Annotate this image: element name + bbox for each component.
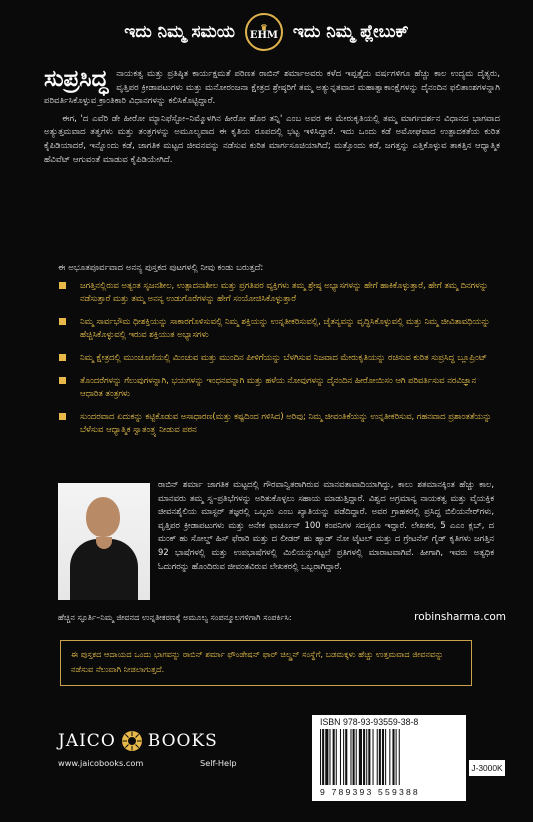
ehm-logo bbox=[245, 13, 283, 51]
list-item-text: ಸುಂದರವಾದ ಏದುಕನ್ನು ಕಟ್ಟಿಕೊಡುವ ಅಸಾಧಾರಣ(ಮತ್ತು ಕಷ್ಟದಿಂದ ಗಳಿಸಿದ) ಅರಿವು; ನಿಮ್ಮ ಜೀವಂತಿಕೆಯನ್ನು ಉನ್ನತೀಕರಿಸುವ, ಗಹನವಾದ ಪ್ರಶಾಂತತೆಯನ್ನು ಬೆಳೆಸುವ ಆಧ್ಯಾತ್ಮಿಕ ಸ್ವಾತಂತ್ರ್ಯ ನೀಡುವ ಪಠನ bbox=[80, 411, 492, 434]
publisher-logo bbox=[58, 730, 218, 752]
list-item-text: ಜಗತ್ತಿನಲ್ಲಿರುವ ಅತ್ಯಂತ ಸೃಜನಶೀಲ, ಉತ್ಪಾದನಾಶೀಲ ಮತ್ತು ಪ್ರಗತಿಪರ ವ್ಯಕ್ತಿಗಳು ತಮ್ಮ ಶ್ರೇಷ್ಠ ಅಭ್ಯಾಸಗಳನ್ನು ಹೇಗೆ ಹಾಕಿಕೊಳ್ಳುತ್ತಾರೆ, ಹೇಗೆ ತಮ್ಮ ದಿನಗಳನ್ನು ನಡೆಸುತ್ತಾರೆ ಮತ್ತು ತಮ್ಮ ಅನನ್ಯ ಉಡುಗೊರೆಗಳನ್ನು ಹೇಗೆ ಸಂಯೋಜಿಸಿಕೊಳ್ಳುತ್ತಾರೆ bbox=[80, 280, 489, 303]
author-photo bbox=[58, 483, 150, 600]
barcode bbox=[312, 715, 466, 801]
feature-list bbox=[58, 279, 494, 446]
list-heading: ಈ ಅಭೂತಪೂರ್ವವಾದ ಅನನ್ಯ ಪುಸ್ತಕದ ಪುಟಗಳಲ್ಲಿ ನೀವು ಕಂಡು ಬರುತ್ತದೆ: bbox=[58, 263, 264, 273]
intro-section bbox=[44, 68, 500, 167]
foundation-note-box bbox=[60, 640, 472, 686]
publisher-name-right: BOOKS bbox=[147, 731, 218, 751]
intro-dropcap: ಸುಪ್ರಸಿದ್ಧ bbox=[44, 66, 109, 92]
bullet-square-icon bbox=[59, 413, 66, 420]
price-code: J-3000K bbox=[469, 760, 505, 776]
ehm-logo-text: EHM bbox=[249, 30, 278, 41]
list-item-text: ತೊಂದರೆಗಳನ್ನು ಗೆಲುವುಗಳನ್ನಾಗಿ, ಭಯಗಳನ್ನು ಇಂಧನವನ್ನಾಗಿ ಮತ್ತು ಹಳೆಯ ನೋವುಗಳನ್ನು ದೈನಂದಿನ ಹೀರೋಯಿಸಂ ಆಗಿ ಪರಿವರ್ತಿಸುವ ನರವಿಜ್ಞಾನ ಆಧಾರಿತ ತಂತ್ರಗಳು bbox=[80, 375, 477, 398]
list-item bbox=[58, 351, 494, 364]
list-item bbox=[58, 374, 494, 400]
bullet-square-icon bbox=[59, 282, 66, 289]
website-link[interactable]: robinsharma.com bbox=[414, 611, 506, 623]
bullet-square-icon bbox=[59, 377, 66, 384]
header-right-text: ಇದು ನಿಮ್ಮ ಪ್ಲೇಬುಕ್ bbox=[292, 22, 409, 42]
crown-icon: ♛ bbox=[260, 22, 268, 32]
publisher-name-left: JAICO bbox=[58, 731, 116, 751]
list-item-text: ನಿಮ್ಮ ಸಾರ್ವಭೌಮ ಧೀಶಕ್ತಿಯನ್ನು ಸಾಕಾರಗೊಳಿಸುವಲ್ಲಿ ನಿಮ್ಮ ಶಕ್ತಿಯನ್ನು ಉನ್ನತೀಕರಿಸುವಲ್ಲಿ, ಚೈತನ್ಯವನ್ನು ವೃದ್ಧಿಸಿಕೊಳ್ಳುವಲ್ಲಿ ಮತ್ತು ನಿಮ್ಮ ಜೀವಿತಾವಧಿಯನ್ನು ಹೆಚ್ಚಿಸಿಕೊಳ್ಳುವಲ್ಲಿ ಇರುವ ಶಕ್ತಿಯುತ ಅಭ್ಯಾಸಗಳು bbox=[80, 316, 490, 339]
book-category: Self-Help bbox=[200, 758, 237, 768]
intro-paragraph-1: ನಾಯಕತ್ವ ಮತ್ತು ಪ್ರತಿಷ್ಠಿತ ಕಾರ್ಯಕ್ಷಮತೆ ಪರಿಣತ ರಾಬಿನ್ ಶರ್ಮಾಅವರು ಕಳೆದ ಇಪ್ಪತ್ತೈದು ವರ್ಷಗಳಿಗೂ ಹೆಚ್ಚು ಕಾಲ ಉದ್ಯಮ ದೈತ್ಯರು, ವೃತ್ತಿಪರ ಕ್ರೀಡಾಪಟುಗಳು ಮತ್ತು ಮನೋರಂಜನಾ ಕ್ಷೇತ್ರದ ಶ್ರೇಷ್ಠರಿಗೆ ತಮ್ಮ ಅತ್ಯುನ್ನತವಾದ ಮಹಾತ್ವಾಕಾಂಕ್ಷೆಗಳನ್ನು ದೈನಂದಿನ ಫಲಿತಾಂಶಗಳನ್ನಾಗಿ ಪರಿವರ್ತಿಸಿಕೊಳ್ಳುವ ಕ್ರಾಂತಿಕಾರಿ ವಿಧಾನಗಳನ್ನು ಕಲಿಸಿಕೊಟ್ಟಿದ್ದಾರೆ. bbox=[44, 69, 500, 107]
contact-text: ಹೆಚ್ಚಿನ ಸ್ಫೂರ್ತಿ–ನಿಮ್ಮ ಜೀವನದ ಉನ್ನತೀಕರಣಕ್ಕೆ ಅಮೂಲ್ಯ ಸಂಪನ್ಮೂಲಗಳಿಗಾಗಿ ಸಂಪರ್ಕಿಸಿ: bbox=[58, 612, 292, 622]
header-left-text: ಇದು ನಿಮ್ಮ ಸಮಯ bbox=[124, 22, 235, 42]
barcode-bars bbox=[320, 729, 458, 785]
intro-paragraph-2: ಈಗ, 'ದ ಎವೆರಿ ಡೇ ಹೀರೋ ಮ್ಯಾನಿಫೆಸ್ಟೋ–ನಿಮ್ಮೊಳಗಿನ ಹೀರೋ ಹೊರ ತನ್ನಿ' ಎಂಬ ಅವರ ಈ ಮೇರುಕೃತಿಯಲ್ಲಿ ತಮ್ಮ ಮಾರ್ಗದರ್ಶನ ವಿಧಾನದ ಭಾಗವಾದ ಅತ್ಯುತ್ತಮವಾದ ತತ್ವಗಳು ಮತ್ತು ತಂತ್ರಗಳನ್ನು ಅಮೂಲ್ಯವಾದ ಈ ಕೃತಿಯ ರೂಪದಲ್ಲಿ ಭಟ್ಟ ಇಳಿಸಿದ್ದಾರೆ. ಇದು ಒಂದು ಕಡೆ ಅಮೋಘವಾದ ಉತ್ಪಾದಕತೆಯ ಕುರಿತ ಕೈಪಿಡಿಯಾದರೆ, ಇನ್ನೊಂದು ಕಡೆ, ಜಾಗತಿಕ ಮಟ್ಟದ ಜೀವನವನ್ನು ನಡೆಸುವ ಕುರಿತ ಮಾರ್ಗಸೂಚಿಯಾಗಿದೆ; ಮತ್ತೊಂದು ಕಡೆ, ಜಗತ್ತನ್ನು ಎತ್ತಿಕೊಳ್ಳುವ ತಾಕತ್ತಿನ ಆಧ್ಯಾತ್ಮಿಕ ಹೆವಿವೆಟ್ ಆಗುವಂತೆ ಮಾಡುವ ಕೈಪಿಡಿಯೇಗಿದೆ. bbox=[44, 113, 500, 165]
list-item bbox=[58, 279, 494, 305]
foundation-note: ಈ ಪುಸ್ತಕದ ಆದಾಯದ ಒಂದು ಭಾಗವನ್ನು ರಾಬಿನ್ ಶರ್ಮಾ ಫೌಂಡೇಷನ್ ಫಾರ್ ಚಿಲ್ಡ್ರನ್ ಸಂಸ್ಥೆಗೆ, ಬಡಮಕ್ಕಳು ಹೆಚ್ಚು ಉತ್ತಮವಾದ ಜೀವನವನ್ನು ನಡೆಸುವ ನೆಲುವಾಗಿ ನೀಡಲಾಗುತ್ತದೆ. bbox=[71, 649, 444, 674]
list-item bbox=[58, 410, 494, 436]
isbn-label: ISBN 978-93-93559-38-8 bbox=[320, 717, 419, 727]
list-item-text: ನಿಮ್ಮ ಕ್ಷೇತ್ರದಲ್ಲಿ ಮುಂಚೂಣಿಯಲ್ಲಿ ಮಿಂಚುವ ಮತ್ತು ಮುಂದಿನ ಪೀಳಿಗೆಯನ್ನು ಬೆಳಗಿಸುವ ನಿಜವಾದ ಮೇರುಕೃತಿಯನ್ನು ರಚಿಸುವ ಕುರಿತ ಸುಪ್ರಸಿದ್ಧ ಬ್ಲೂಪ್ರಿಂಟ್ bbox=[80, 352, 487, 362]
bullet-square-icon bbox=[59, 354, 66, 361]
bullet-square-icon bbox=[59, 318, 66, 325]
publisher-url[interactable]: www.jaicobooks.com bbox=[58, 758, 144, 768]
cover-header bbox=[0, 14, 533, 50]
barcode-digits: 9 789393 559388 bbox=[320, 787, 420, 797]
author-photo-head bbox=[86, 497, 120, 537]
author-bio: ರಾಬಿನ್ ಶರ್ಮಾ ಜಾಗತಿಕ ಮಟ್ಟದಲ್ಲಿ ಗೌರವಾನ್ವಿತರಾಗಿರುವ ಮಾನವತಾವಾದಿಯಾಗಿದ್ದು, ಕಾಲು ಶತಮಾನಕ್ಕಿಂತ ಹೆಚ್ಚು ಕಾಲ, ಮಾನವರು ತಮ್ಮ ಸ್ವ–ಪ್ರತಿಭೆಗಳನ್ನು ಅರಿತುಕೊಳ್ಳಲು ಸಹಾಯ ಮಾಡುತ್ತಿದ್ದಾರೆ. ವಿಶ್ವದ ಅಗ್ರಮಾನ್ಯ ನಾಯಕತ್ವ ಮತ್ತು ವೈಯಕ್ತಿಕ ಜೀವನಶೈಲಿಯ ಮಾಸ್ಟರ್ ತಜ್ಞರಲ್ಲಿ ಒಬ್ಬರು ಎಂಬ ಖ್ಯಾತಿಯನ್ನು ಪಡೆದಿದ್ದಾರೆ. ಅವರ ಗ್ರಾಹಕರಲ್ಲಿ ಪ್ರಸಿದ್ಧ ಬಿಲಿಯನೇರ್‌ಗಳು, ವೃತ್ತಿಪರ ಕ್ರೀಡಾಪಟುಗಳು ಮತ್ತು ಅನೇಕ ಫಾರ್ಚೂನ್ 100 ಕಂಪನಿಗಳ ಸದಸ್ಯರೂ ಇದ್ದಾರೆ. ಲೇಖಕರ, 5 ಎಎಂ ಕ್ಲಬ್, ದ ಮಂಕ್ ಹು ಸೋಲ್ಡ್ ಹಿಸ್ ಫೆರಾರಿ ಮತ್ತು ದ ಲೀಡರ್ ಹು ಹ್ಯಾಡ್ ನೋ ಟೈಟಲ್ ಮತ್ತು ದ ಗ್ರೇಟನೆಸ್ ಗೈಡ್ ಕೃತಿಗಳು ಜಗತ್ತಿನ 92 ಭಾಷೆಗಳಲ್ಲಿ ಮತ್ತು ಉಪಭಾಷೆಗಳಲ್ಲಿ ಮಿಲಿಯನ್ನುಗಟ್ಟಲೆ ಪ್ರತಿಗಳಲ್ಲಿ ಮಾರಾಟವಾಗಿವೆ. ಹೀಗಾಗಿ, ಇವರು ಅತ್ಯಧಿಕ ಓದುಗರನ್ನು ಹೊಂದಿರುವ ಜೀವಂತವಿರುವ ಲೇಖಕರಲ್ಲಿ ಒಬ್ಬರಾಗಿದ್ದಾರೆ. bbox=[158, 479, 494, 571]
contact-line bbox=[58, 611, 506, 623]
sun-icon bbox=[121, 730, 143, 752]
list-item bbox=[58, 315, 494, 341]
